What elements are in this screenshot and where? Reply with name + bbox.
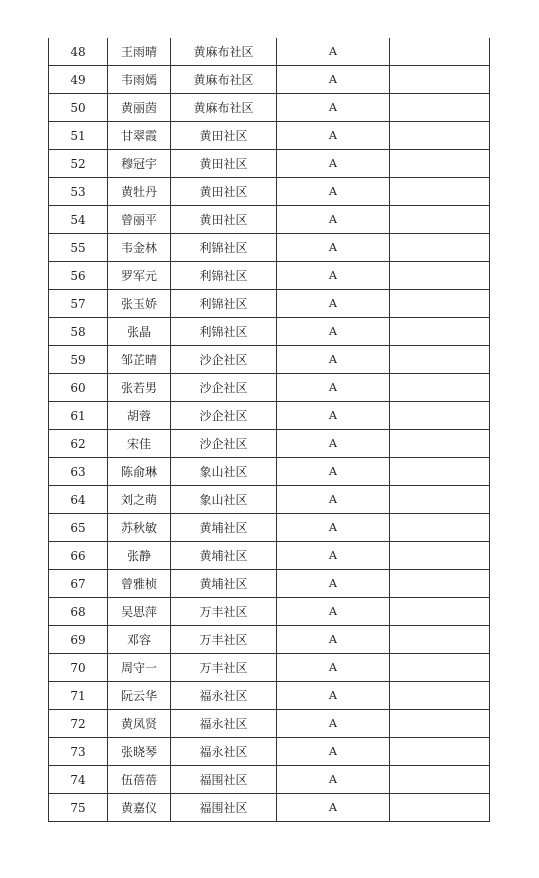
grade-cell: A: [277, 234, 390, 262]
community-cell: 黄麻布社区: [171, 66, 277, 94]
note-cell: [390, 626, 490, 654]
grade-cell: A: [277, 206, 390, 234]
table-row: [49, 542, 490, 570]
grade-cell: A: [277, 346, 390, 374]
grade-cell: A: [277, 94, 390, 122]
person-name-cell: 周守一: [108, 654, 171, 682]
community-cell: 黄田社区: [171, 150, 277, 178]
row-number-cell: 65: [49, 514, 108, 542]
community-cell: 沙企社区: [171, 402, 277, 430]
community-cell: 黄埔社区: [171, 542, 277, 570]
community-cell: 福围社区: [171, 794, 277, 822]
community-cell: 万丰社区: [171, 598, 277, 626]
table-row: [49, 794, 490, 822]
row-number-cell: 68: [49, 598, 108, 626]
row-number-cell: 58: [49, 318, 108, 346]
note-cell: [390, 206, 490, 234]
table-row: [49, 626, 490, 654]
table-row: [49, 318, 490, 346]
table-row: [49, 710, 490, 738]
grade-cell: A: [277, 150, 390, 178]
community-cell: 沙企社区: [171, 346, 277, 374]
row-number-cell: 70: [49, 654, 108, 682]
person-name-cell: 曾雅桢: [108, 570, 171, 598]
note-cell: [390, 514, 490, 542]
row-number-cell: 59: [49, 346, 108, 374]
community-cell: 沙企社区: [171, 430, 277, 458]
note-cell: [390, 710, 490, 738]
grade-cell: A: [277, 458, 390, 486]
row-number-cell: 63: [49, 458, 108, 486]
row-number-cell: 64: [49, 486, 108, 514]
community-cell: 沙企社区: [171, 374, 277, 402]
person-name-cell: 穆冠宇: [108, 150, 171, 178]
table-row: [49, 206, 490, 234]
grade-cell: A: [277, 262, 390, 290]
table-row: [49, 486, 490, 514]
community-cell: 利锦社区: [171, 262, 277, 290]
community-cell: 黄田社区: [171, 206, 277, 234]
person-name-cell: 黄丽茵: [108, 94, 171, 122]
grade-cell: A: [277, 794, 390, 822]
row-number-cell: 57: [49, 290, 108, 318]
row-number-cell: 49: [49, 66, 108, 94]
grade-cell: A: [277, 430, 390, 458]
community-cell: 黄麻布社区: [171, 94, 277, 122]
person-name-cell: 张静: [108, 542, 171, 570]
row-number-cell: 60: [49, 374, 108, 402]
note-cell: [390, 318, 490, 346]
person-name-cell: 黄嘉仪: [108, 794, 171, 822]
person-name-cell: 黄牡丹: [108, 178, 171, 206]
table-row: [49, 150, 490, 178]
table-row: [49, 178, 490, 206]
table-row: [49, 374, 490, 402]
grade-cell: A: [277, 542, 390, 570]
community-cell: 万丰社区: [171, 654, 277, 682]
row-number-cell: 52: [49, 150, 108, 178]
row-number-cell: 67: [49, 570, 108, 598]
note-cell: [390, 66, 490, 94]
person-name-cell: 伍蓓蓓: [108, 766, 171, 794]
person-name-cell: 胡蓉: [108, 402, 171, 430]
community-cell: 象山社区: [171, 486, 277, 514]
note-cell: [390, 38, 490, 66]
community-cell: 黄田社区: [171, 122, 277, 150]
table-row: [49, 122, 490, 150]
note-cell: [390, 374, 490, 402]
row-number-cell: 56: [49, 262, 108, 290]
community-cell: 福永社区: [171, 738, 277, 766]
row-number-cell: 66: [49, 542, 108, 570]
note-cell: [390, 738, 490, 766]
note-cell: [390, 150, 490, 178]
table-row: [49, 94, 490, 122]
table-row: [49, 402, 490, 430]
grade-cell: A: [277, 290, 390, 318]
table-row: [49, 598, 490, 626]
person-name-cell: 黄凤贤: [108, 710, 171, 738]
grade-cell: A: [277, 626, 390, 654]
row-number-cell: 48: [49, 38, 108, 66]
table-row: [49, 38, 490, 66]
community-cell: 黄麻布社区: [171, 38, 277, 66]
row-number-cell: 62: [49, 430, 108, 458]
person-name-cell: 张若男: [108, 374, 171, 402]
note-cell: [390, 430, 490, 458]
row-number-cell: 50: [49, 94, 108, 122]
person-name-cell: 韦雨嫣: [108, 66, 171, 94]
person-name-cell: 陈俞琳: [108, 458, 171, 486]
note-cell: [390, 486, 490, 514]
grade-cell: A: [277, 318, 390, 346]
community-cell: 黄埔社区: [171, 514, 277, 542]
roster-table-body: [49, 38, 490, 822]
person-name-cell: 甘翠霞: [108, 122, 171, 150]
table-row: [49, 430, 490, 458]
note-cell: [390, 458, 490, 486]
note-cell: [390, 122, 490, 150]
table-row: [49, 458, 490, 486]
person-name-cell: 韦金林: [108, 234, 171, 262]
note-cell: [390, 654, 490, 682]
table-row: [49, 514, 490, 542]
community-cell: 福围社区: [171, 766, 277, 794]
grade-cell: A: [277, 738, 390, 766]
row-number-cell: 55: [49, 234, 108, 262]
row-number-cell: 71: [49, 682, 108, 710]
community-cell: 福永社区: [171, 682, 277, 710]
person-name-cell: 张晶: [108, 318, 171, 346]
community-cell: 万丰社区: [171, 626, 277, 654]
grade-cell: A: [277, 66, 390, 94]
note-cell: [390, 178, 490, 206]
person-name-cell: 张玉娇: [108, 290, 171, 318]
table-row: [49, 738, 490, 766]
person-name-cell: 曾丽平: [108, 206, 171, 234]
table-row: [49, 290, 490, 318]
row-number-cell: 74: [49, 766, 108, 794]
table-row: [49, 234, 490, 262]
community-cell: 利锦社区: [171, 290, 277, 318]
note-cell: [390, 542, 490, 570]
table-row: [49, 570, 490, 598]
row-number-cell: 73: [49, 738, 108, 766]
note-cell: [390, 262, 490, 290]
grade-cell: A: [277, 570, 390, 598]
row-number-cell: 61: [49, 402, 108, 430]
note-cell: [390, 94, 490, 122]
grade-cell: A: [277, 178, 390, 206]
person-name-cell: 邓容: [108, 626, 171, 654]
grade-cell: A: [277, 682, 390, 710]
person-name-cell: 阮云华: [108, 682, 171, 710]
community-cell: 黄埔社区: [171, 570, 277, 598]
person-name-cell: 邹芷晴: [108, 346, 171, 374]
row-number-cell: 51: [49, 122, 108, 150]
person-name-cell: 罗军元: [108, 262, 171, 290]
row-number-cell: 72: [49, 710, 108, 738]
community-cell: 象山社区: [171, 458, 277, 486]
grade-cell: A: [277, 402, 390, 430]
person-name-cell: 刘之萌: [108, 486, 171, 514]
grade-cell: A: [277, 122, 390, 150]
note-cell: [390, 234, 490, 262]
community-cell: 福永社区: [171, 710, 277, 738]
table-row: [49, 682, 490, 710]
note-cell: [390, 598, 490, 626]
community-cell: 黄田社区: [171, 178, 277, 206]
grade-cell: A: [277, 766, 390, 794]
table-row: [49, 346, 490, 374]
note-cell: [390, 290, 490, 318]
grade-cell: A: [277, 598, 390, 626]
table-row: [49, 262, 490, 290]
table-row: [49, 654, 490, 682]
grade-cell: A: [277, 486, 390, 514]
roster-table: [48, 38, 490, 822]
row-number-cell: 54: [49, 206, 108, 234]
person-name-cell: 吴思萍: [108, 598, 171, 626]
row-number-cell: 75: [49, 794, 108, 822]
grade-cell: A: [277, 710, 390, 738]
note-cell: [390, 682, 490, 710]
note-cell: [390, 570, 490, 598]
table-row: [49, 766, 490, 794]
person-name-cell: 宋佳: [108, 430, 171, 458]
note-cell: [390, 402, 490, 430]
grade-cell: A: [277, 374, 390, 402]
grade-cell: A: [277, 654, 390, 682]
person-name-cell: 张晓琴: [108, 738, 171, 766]
grade-cell: A: [277, 514, 390, 542]
note-cell: [390, 766, 490, 794]
note-cell: [390, 794, 490, 822]
person-name-cell: 王雨晴: [108, 38, 171, 66]
community-cell: 利锦社区: [171, 234, 277, 262]
note-cell: [390, 346, 490, 374]
roster-table-container: [48, 38, 489, 822]
grade-cell: A: [277, 38, 390, 66]
community-cell: 利锦社区: [171, 318, 277, 346]
person-name-cell: 苏秋敏: [108, 514, 171, 542]
row-number-cell: 69: [49, 626, 108, 654]
table-row: [49, 66, 490, 94]
row-number-cell: 53: [49, 178, 108, 206]
